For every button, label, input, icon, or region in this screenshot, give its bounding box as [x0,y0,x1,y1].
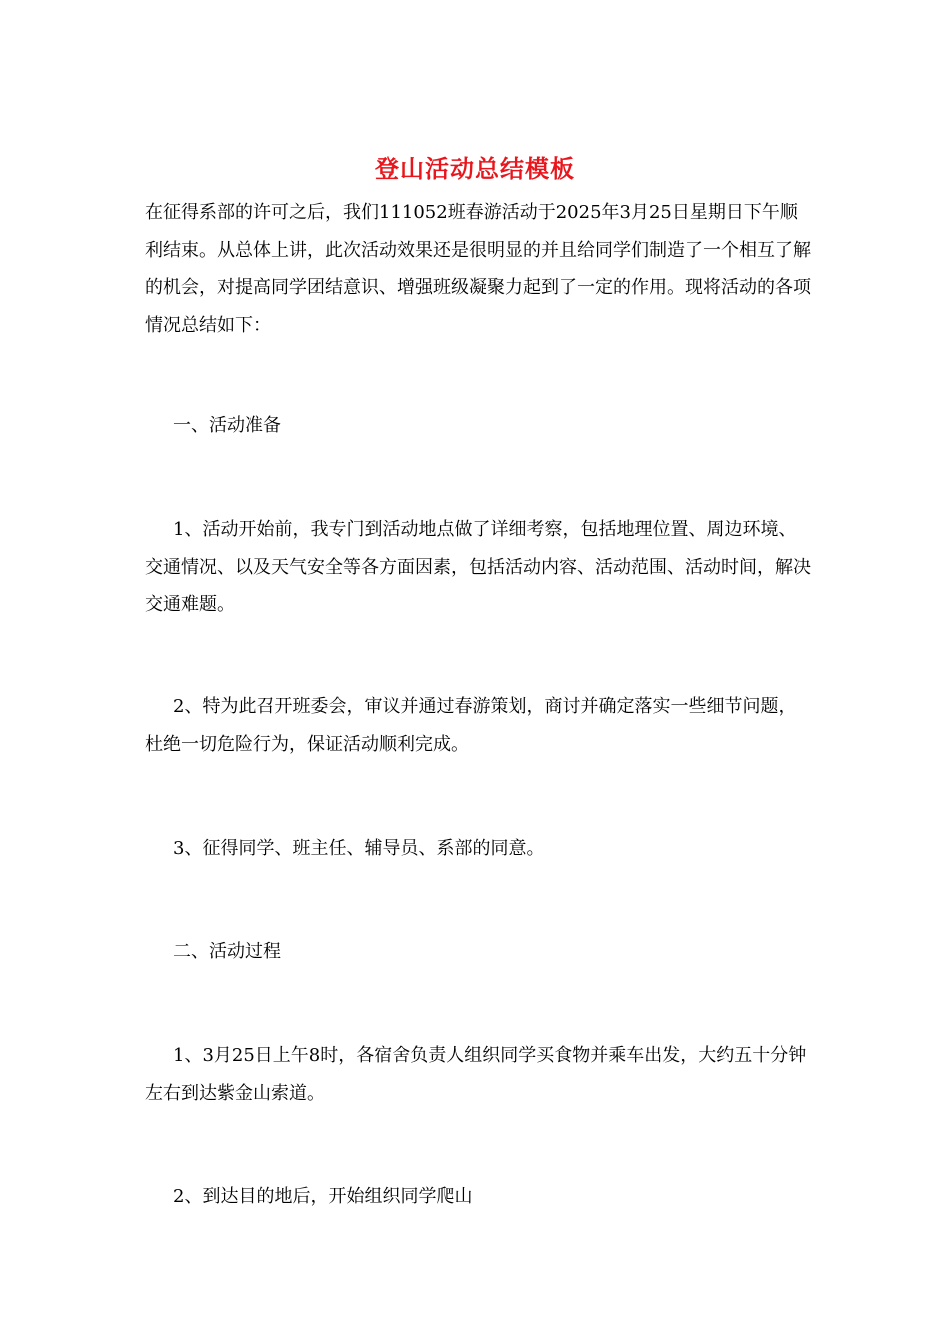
document-title: 登山活动总结模板 [375,154,575,183]
section-heading-preparation: 一、活动准备 [173,415,281,436]
preparation-item-3: 3、征得同学、班主任、辅导员、系部的同意。 [173,838,545,859]
process-item-2: 2、到达目的地后，开始组织同学爬山 [173,1186,473,1207]
preparation-item-2: 2、特为此召开班委会，审议并通过春游策划，商讨并确定落实一些细节问题，杜绝一切危险行为，保证活动顺利完成。 [145,696,797,755]
preparation-item-1: 1、活动开始前，我专门到活动地点做了详细考察，包括地理位置、周边环境、交通情况、以及天气安全等各方面因素，包括活动内容、活动范围、活动时间，解决交通难题。 [145,519,811,615]
intro-paragraph: 在征得系部的许可之后，我们111052班春游活动于2025年3月25日星期日下午顺利结束。从总体上讲，此次活动效果还是很明显的并且给同学们制造了一个相互了解的机会，对提高同学团结意识、增强班级凝聚力起到了一定的作用。现将活动的各项情况总结如下： [145,202,811,336]
section-heading-process: 二、活动过程 [173,941,281,962]
process-item-1: 1、3月25日上午8时，各宿舍负责人组织同学买食物并乘车出发，大约五十分钟左右到达紫金山索道。 [145,1045,807,1104]
